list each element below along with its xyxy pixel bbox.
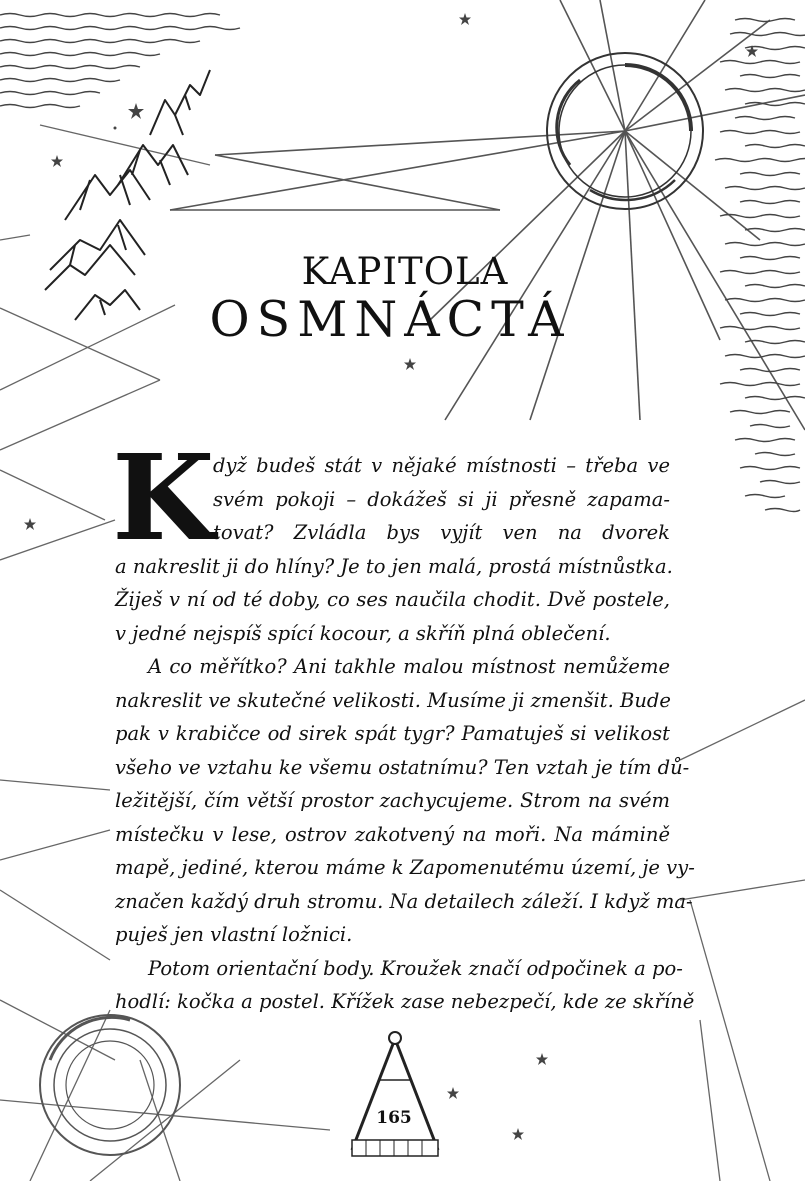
text-line: Žiješ v ní od té doby, co ses naučila chodit. Dvě postele, [115,588,670,611]
text-line: A co měřítko? Ani takhle malou místnost nemůžeme [148,655,670,678]
text-line: všeho ve vztahu ke všemu ostatnímu? Ten vztah je tím dů- [115,755,690,779]
text-line: svém pokoji – dokážeš si ji přesně zapama- [213,487,670,511]
paragraph-2 [115,650,695,952]
divider-compass-icon [352,1032,438,1156]
text-line: puješ jen vlastní ložnici. [115,923,353,946]
text-line: nakreslit ve skutečné velikosti. Musíme ji zmenšit. Bude [115,688,671,712]
paragraph-1 [115,449,670,550]
compass-circle-bottom-icon [40,1015,180,1155]
wave-texture-top-left [0,14,240,108]
text-line: Potom orientační body. Kroužek značí odpočinek a po- [148,956,683,980]
text-line: pak v krabičce od sirek spát tygr? Pamatuješ si velikost [115,722,670,745]
text-line: a nakreslit ji do hlíny? Je to jen malá, prostá místnůstka. [115,554,673,578]
page-number: 165 [376,1108,412,1128]
text-line: mapě, jediné, kterou máme k Zapomenutému území, je vy- [115,856,695,879]
chapter-body [115,449,695,1019]
drop-cap: K [112,428,215,567]
chapter-title: OSMNÁCTÁ [209,291,571,348]
paragraph-3 [115,952,695,1019]
text-line: místečku v lese, ostrov zakotvený na moři. Na mámině [115,822,670,846]
wave-texture [715,19,805,512]
text-line: značen každý druh stromu. Na detailech záleží. I když ma- [115,889,693,913]
compass-rays [170,0,805,430]
text-line: v jedné nejspíš spící kocour, a skříň plná oblečení. [115,621,611,645]
text-line: tovat? Zvládla bys vyjít ven na dvorek [213,521,670,544]
chapter-label: KAPITOLA [301,250,509,293]
text-line: dyž budeš stát v nějaké místnosti – třeba ve [213,454,670,477]
text-line: hodlí: kočka a postel. Křížek zase nebezpečí, kde ze skříně [115,990,695,1013]
text-line: ležitější, čím větší prostor zachycujeme. Strom na svém [115,789,670,812]
paragraph-1-continued [115,550,673,651]
